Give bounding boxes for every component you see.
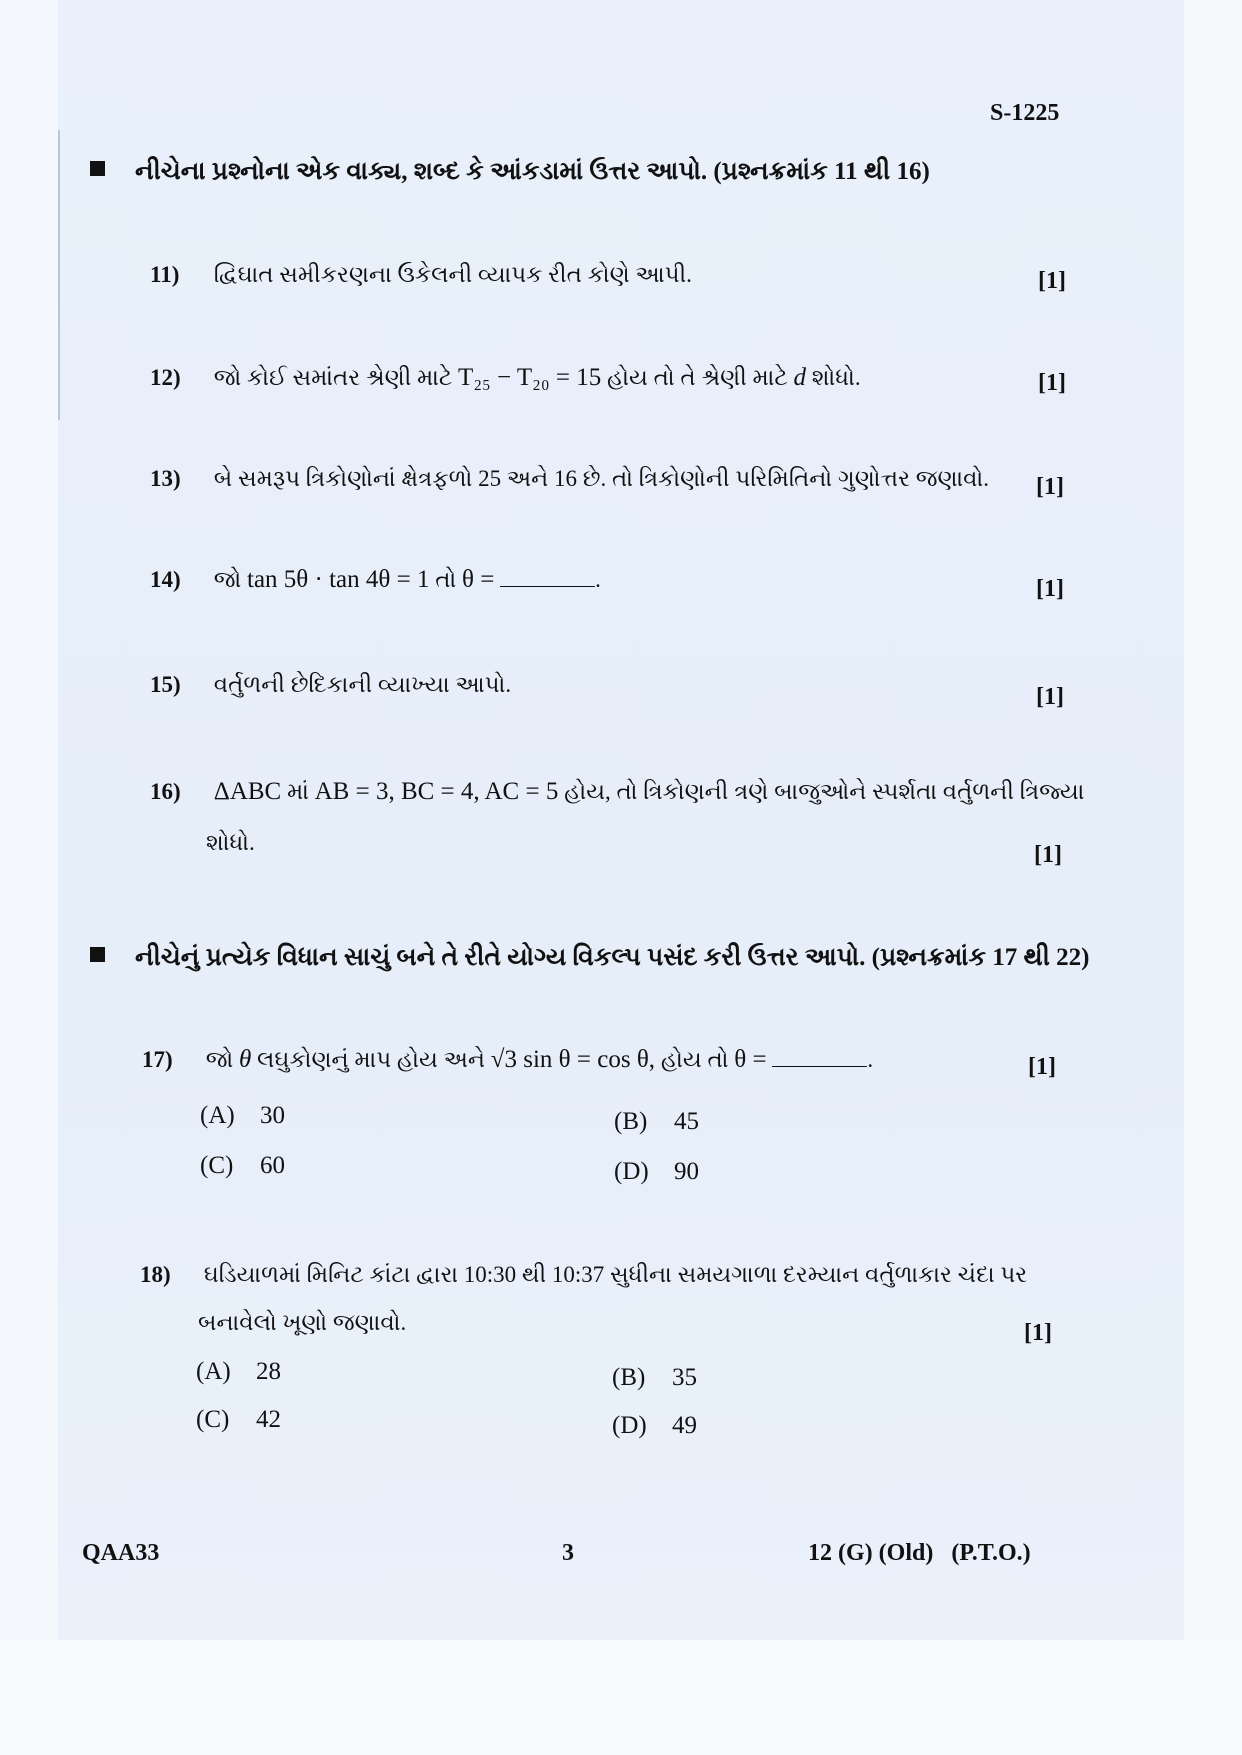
option-c	[196, 1406, 281, 1434]
math-variable: θ	[239, 1046, 252, 1073]
question-text: તો	[435, 567, 457, 592]
math-expression: θ =	[461, 566, 495, 593]
marks: [1]	[1038, 268, 1066, 294]
option-label: (B)	[612, 1364, 646, 1391]
question-16	[150, 778, 1084, 806]
marks: [1]	[1024, 1320, 1052, 1346]
question-13	[150, 466, 989, 492]
footer-right: 12 (G) (Old) (P.T.O.)	[808, 1540, 1031, 1566]
question-number: 13)	[150, 466, 181, 491]
option-b	[614, 1108, 699, 1136]
option-label: (C)	[196, 1406, 230, 1433]
paper-code: S-1225	[990, 100, 1060, 126]
option-value: 42	[256, 1406, 281, 1433]
question-18	[140, 1262, 1027, 1288]
question-number: 15)	[150, 672, 181, 697]
question-text: જો	[213, 567, 242, 592]
option-c	[200, 1152, 285, 1180]
question-text: ઘડિયાળમાં મિનિટ કાંટા દ્વારા 10:30 થી 10:37 સુધીના સમયગાળા દરમ્યાન વર્તુળાકાર ચંદા પર	[203, 1262, 1028, 1287]
question-14: 14) જો tan 5θ · tan 4θ = 1 તો θ = .	[150, 566, 601, 593]
math-expression: T₂₅ − T₂₀ = 15	[458, 364, 602, 391]
question-number: 17)	[142, 1047, 173, 1072]
question-text: બે સમરૂપ ત્રિકોણોનાં ક્ષેત્રફળો 25 અને 16 છે. તો ત્રિકોણોની પરિમિતિનો ગુણોત્તર જણાવો.	[213, 466, 990, 491]
option-label: (D)	[614, 1158, 649, 1185]
page-fold	[58, 130, 60, 420]
option-value: 30	[260, 1102, 285, 1129]
page-number: 3	[562, 1540, 574, 1566]
option-value: 45	[674, 1108, 699, 1135]
option-a	[200, 1102, 285, 1130]
question-16-continuation: શોધો.	[206, 830, 255, 855]
question-text: દ્વિઘાત સમીકરણના ઉકેલની વ્યાપક રીત કોણે આપી.	[213, 262, 692, 287]
question-15	[150, 672, 511, 698]
question-11	[150, 262, 692, 288]
question-number: 16)	[150, 779, 181, 804]
question-12	[150, 364, 861, 392]
section-instruction-1	[90, 158, 930, 186]
section-2-text: નીચેનું પ્રત્યેક વિધાન સાચું બને તે રીતે યોગ્ય વિકલ્પ પસંદ કરી ઉત્તર આપો. (પ્રશ્નક્રમાંક 17 થી 22)	[135, 944, 1090, 971]
question-number: 18)	[140, 1262, 171, 1287]
math-expression: √3 sin θ = cos θ,	[490, 1046, 656, 1073]
option-value: 28	[256, 1358, 281, 1385]
option-label: (A)	[200, 1102, 235, 1129]
page-right-margin	[1184, 0, 1242, 1755]
section-instruction-2	[90, 944, 1089, 972]
question-number: 14)	[150, 567, 181, 592]
option-value: 35	[672, 1364, 697, 1391]
math-expression: AB = 3, BC = 4, AC = 5	[314, 778, 559, 805]
question-number: 12)	[150, 365, 181, 390]
marks: [1]	[1038, 370, 1066, 396]
question-text: માં	[286, 779, 309, 804]
question-text: હોય, તો ત્રિકોણની ત્રણે બાજુઓને સ્પર્શતા વર્તુળની ત્રિજ્યા	[564, 779, 1085, 804]
option-b	[612, 1364, 697, 1392]
marks: [1]	[1036, 576, 1064, 602]
option-label: (A)	[196, 1358, 231, 1385]
math-variable: d	[793, 364, 807, 391]
option-d	[612, 1412, 697, 1440]
option-label: (C)	[200, 1152, 234, 1179]
math-expression: ΔABC	[213, 778, 282, 805]
question-text: હોય તો તે શ્રેણી માટે	[606, 365, 788, 390]
question-number: 11)	[150, 262, 180, 287]
question-text: જો કોઈ સમાંતર શ્રેણી માટે	[213, 365, 453, 390]
option-value: 60	[260, 1152, 285, 1179]
marks: [1]	[1028, 1054, 1056, 1080]
question-text: વર્તુળની છેદિકાની વ્યાખ્યા આપો.	[213, 672, 512, 697]
question-text: લઘુકોણનું માપ હોય અને	[257, 1047, 486, 1072]
bullet-icon	[90, 947, 105, 962]
question-18-continuation: બનાવેલો ખૂણો જણાવો.	[198, 1310, 407, 1335]
question-text: હોય તો	[660, 1047, 729, 1072]
option-label: (B)	[614, 1108, 648, 1135]
page-bottom-margin	[0, 1640, 1242, 1755]
page-left-margin	[0, 0, 58, 1640]
marks: [1]	[1036, 684, 1064, 710]
answer-blank	[500, 568, 595, 587]
exam-page	[58, 0, 1184, 1640]
section-1-text: નીચેના પ્રશ્નોના એક વાક્ય, શબ્દ કે આંકડામાં ઉત્તર આપો. (પ્રશ્નક્રમાંક 11 થી 16)	[135, 158, 930, 185]
option-a	[196, 1358, 281, 1386]
bullet-icon	[90, 161, 105, 176]
option-value: 49	[672, 1412, 697, 1439]
option-value: 90	[674, 1158, 699, 1185]
option-d	[614, 1158, 699, 1186]
math-expression: θ =	[734, 1046, 767, 1073]
question-text: જો	[205, 1047, 234, 1072]
option-label: (D)	[612, 1412, 647, 1439]
marks: [1]	[1034, 842, 1062, 868]
answer-blank	[772, 1048, 867, 1067]
question-text: શોધો.	[811, 365, 861, 390]
question-17: 17) જો θ લઘુકોણનું માપ હોય અને √3 sin θ = cos θ, હોય તો θ = .	[142, 1046, 874, 1073]
math-expression: tan 5θ · tan 4θ = 1	[247, 566, 430, 593]
footer-code: QAA33	[82, 1540, 160, 1566]
marks: [1]	[1036, 474, 1064, 500]
